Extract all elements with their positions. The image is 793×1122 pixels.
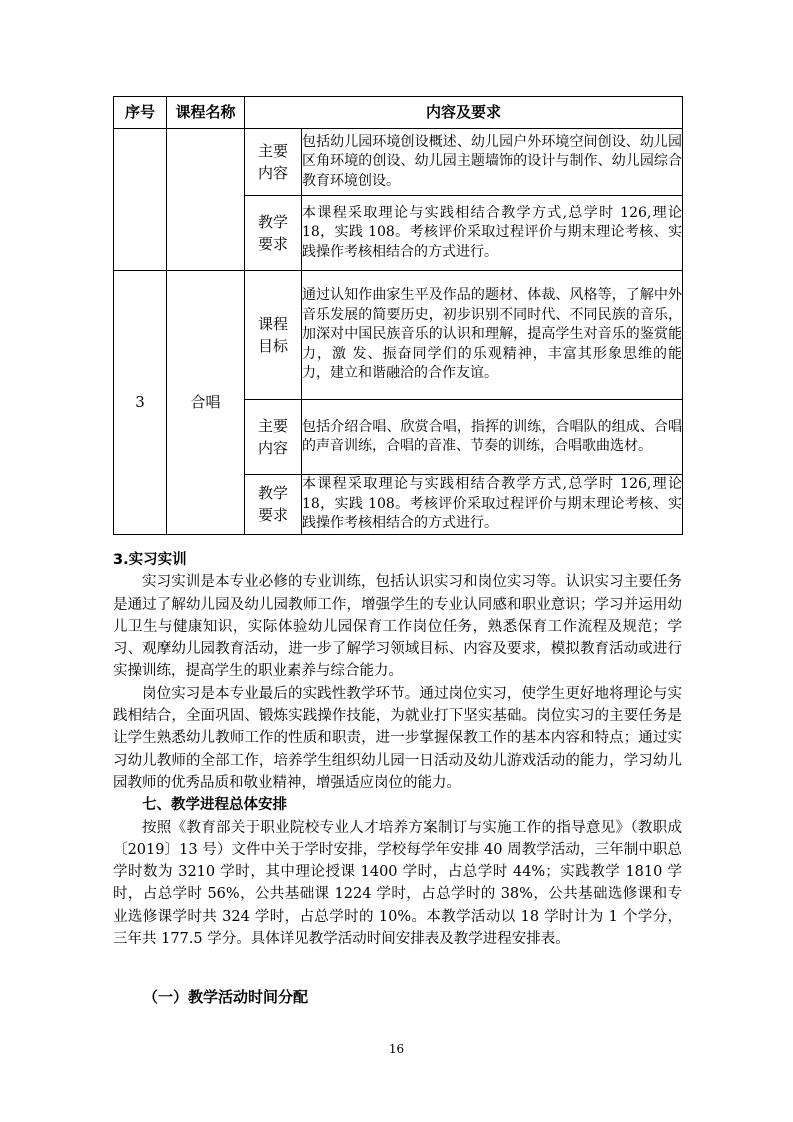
row-text-teaching-req: 本课程采取理论与实践相结合教学方式,总学时 126,理论 18，实践 108。考核评价采取过程评价与期末理论考核、实践操作考核相结合的方式进行。 — [302, 475, 683, 535]
row-text-teaching-req: 本课程采取理论与实践相结合教学方式,总学时 126,理论 18，实践 108。考核评价采取过程评价与期末理论考核、实践操作考核相结合的方式进行。 — [302, 196, 683, 271]
section-heading: 3.实习实训 — [113, 552, 187, 568]
table-row — [114, 129, 683, 196]
row-label-main-content: 主要 内容 — [245, 129, 302, 196]
paragraph: 按照《教育部关于职业院校专业人才培养方案制订与实施工作的指导意见》（教职成〔2019〕13 号）文件中关于学时安排，学校每学年安排 40 周教学活动，三年制中职总学时数为 3210 学时，其中理论授课 1400 学时，占总学时 44%；实践教学 1810 学时，占总学时 56%，公共基础课 1224 学时，占总学时的 38%，公共基础选修课和专业选修课学时共 324 学时，占总学时的 10%。本教学活动以 18 学时计为 1 个学分，三年共 177.5 学分。具体详见教学活动时间安排表及教学进程安排表。 — [113, 819, 682, 948]
subsection-heading-block — [113, 986, 682, 1008]
subsection-heading: （一）教学活动时间分配 — [143, 988, 309, 1006]
row-label-main-content: 主要 内容 — [245, 400, 302, 475]
paragraph: 实习实训是本专业必修的专业训练，包括认识实习和岗位实习等。认识实习主要任务是通过了解幼儿园及幼儿园教师工作，增强学生的专业认同感和职业意识；学习并运用幼儿卫生与健康知识，实际体验幼儿园保育工作岗位任务，熟悉保育工作流程及规范；学习、观摩幼儿园教育活动，进一步了解学习领域目标、内容及要求，模拟教育活动或进行实操训练，提高学生的职业素养与综合能力。 — [113, 574, 682, 680]
section-internship — [113, 549, 682, 950]
header-course-name: 课程名称 — [167, 97, 245, 129]
course-table — [113, 96, 683, 535]
row-label-course-goal: 课程 目标 — [245, 271, 302, 400]
row-text-main-content: 包括介绍合唱、欣赏合唱，指挥的训练，合唱队的组成、合唱的声音训练，合唱的音准、节奏的训练，合唱歌曲选材。 — [302, 400, 683, 475]
page-number: 16 — [388, 1042, 405, 1056]
empty-name-cell — [167, 129, 245, 271]
row-label-teaching-req: 教学 要求 — [245, 475, 302, 535]
row-label-teaching-req: 教学 要求 — [245, 196, 302, 271]
header-no: 序号 — [114, 97, 167, 129]
row-text-main-content: 包括幼儿园环境创设概述、幼儿园户外环境空间创设、幼儿园区角环境的创设、幼儿园主题墙饰的设计与制作、幼儿园综合教育环境创设。 — [302, 129, 683, 196]
empty-no-cell — [114, 129, 167, 271]
table-header-row — [114, 97, 683, 129]
table-row — [114, 271, 683, 400]
header-content: 内容及要求 — [245, 97, 683, 129]
course-name: 合唱 — [167, 271, 245, 535]
paragraph: 岗位实习是本专业最后的实践性教学环节。通过岗位实习，使学生更好地将理论与实践相结合，全面巩固、锻炼实践操作技能，为就业打下坚实基础。岗位实习的主要任务是让学生熟悉幼儿教师工作的性质和职责，进一步掌握保教工作的基本内容和特点；通过实习幼儿教师的全部工作，培养学生组织幼儿园一日活动及幼儿游戏活动的能力，学习幼儿园教师的优秀品质和敬业精神，增强适应岗位的能力。 — [113, 685, 682, 791]
row-text-course-goal: 通过认知作曲家生平及作品的题材、体裁、风格等，了解中外音乐发展的简要历史，初步识别不同时代、不同民族的音乐，加深对中国民族音乐的认识和理解，提高学生对音乐的鉴赏能力，激 发、振奋同学们的乐观精神，丰富其形象思维的能力，建立和谐融洽的合作友谊。 — [302, 271, 683, 400]
section-heading: 七、教学进程总体安排 — [142, 797, 287, 814]
course-number: 3 — [114, 271, 167, 535]
